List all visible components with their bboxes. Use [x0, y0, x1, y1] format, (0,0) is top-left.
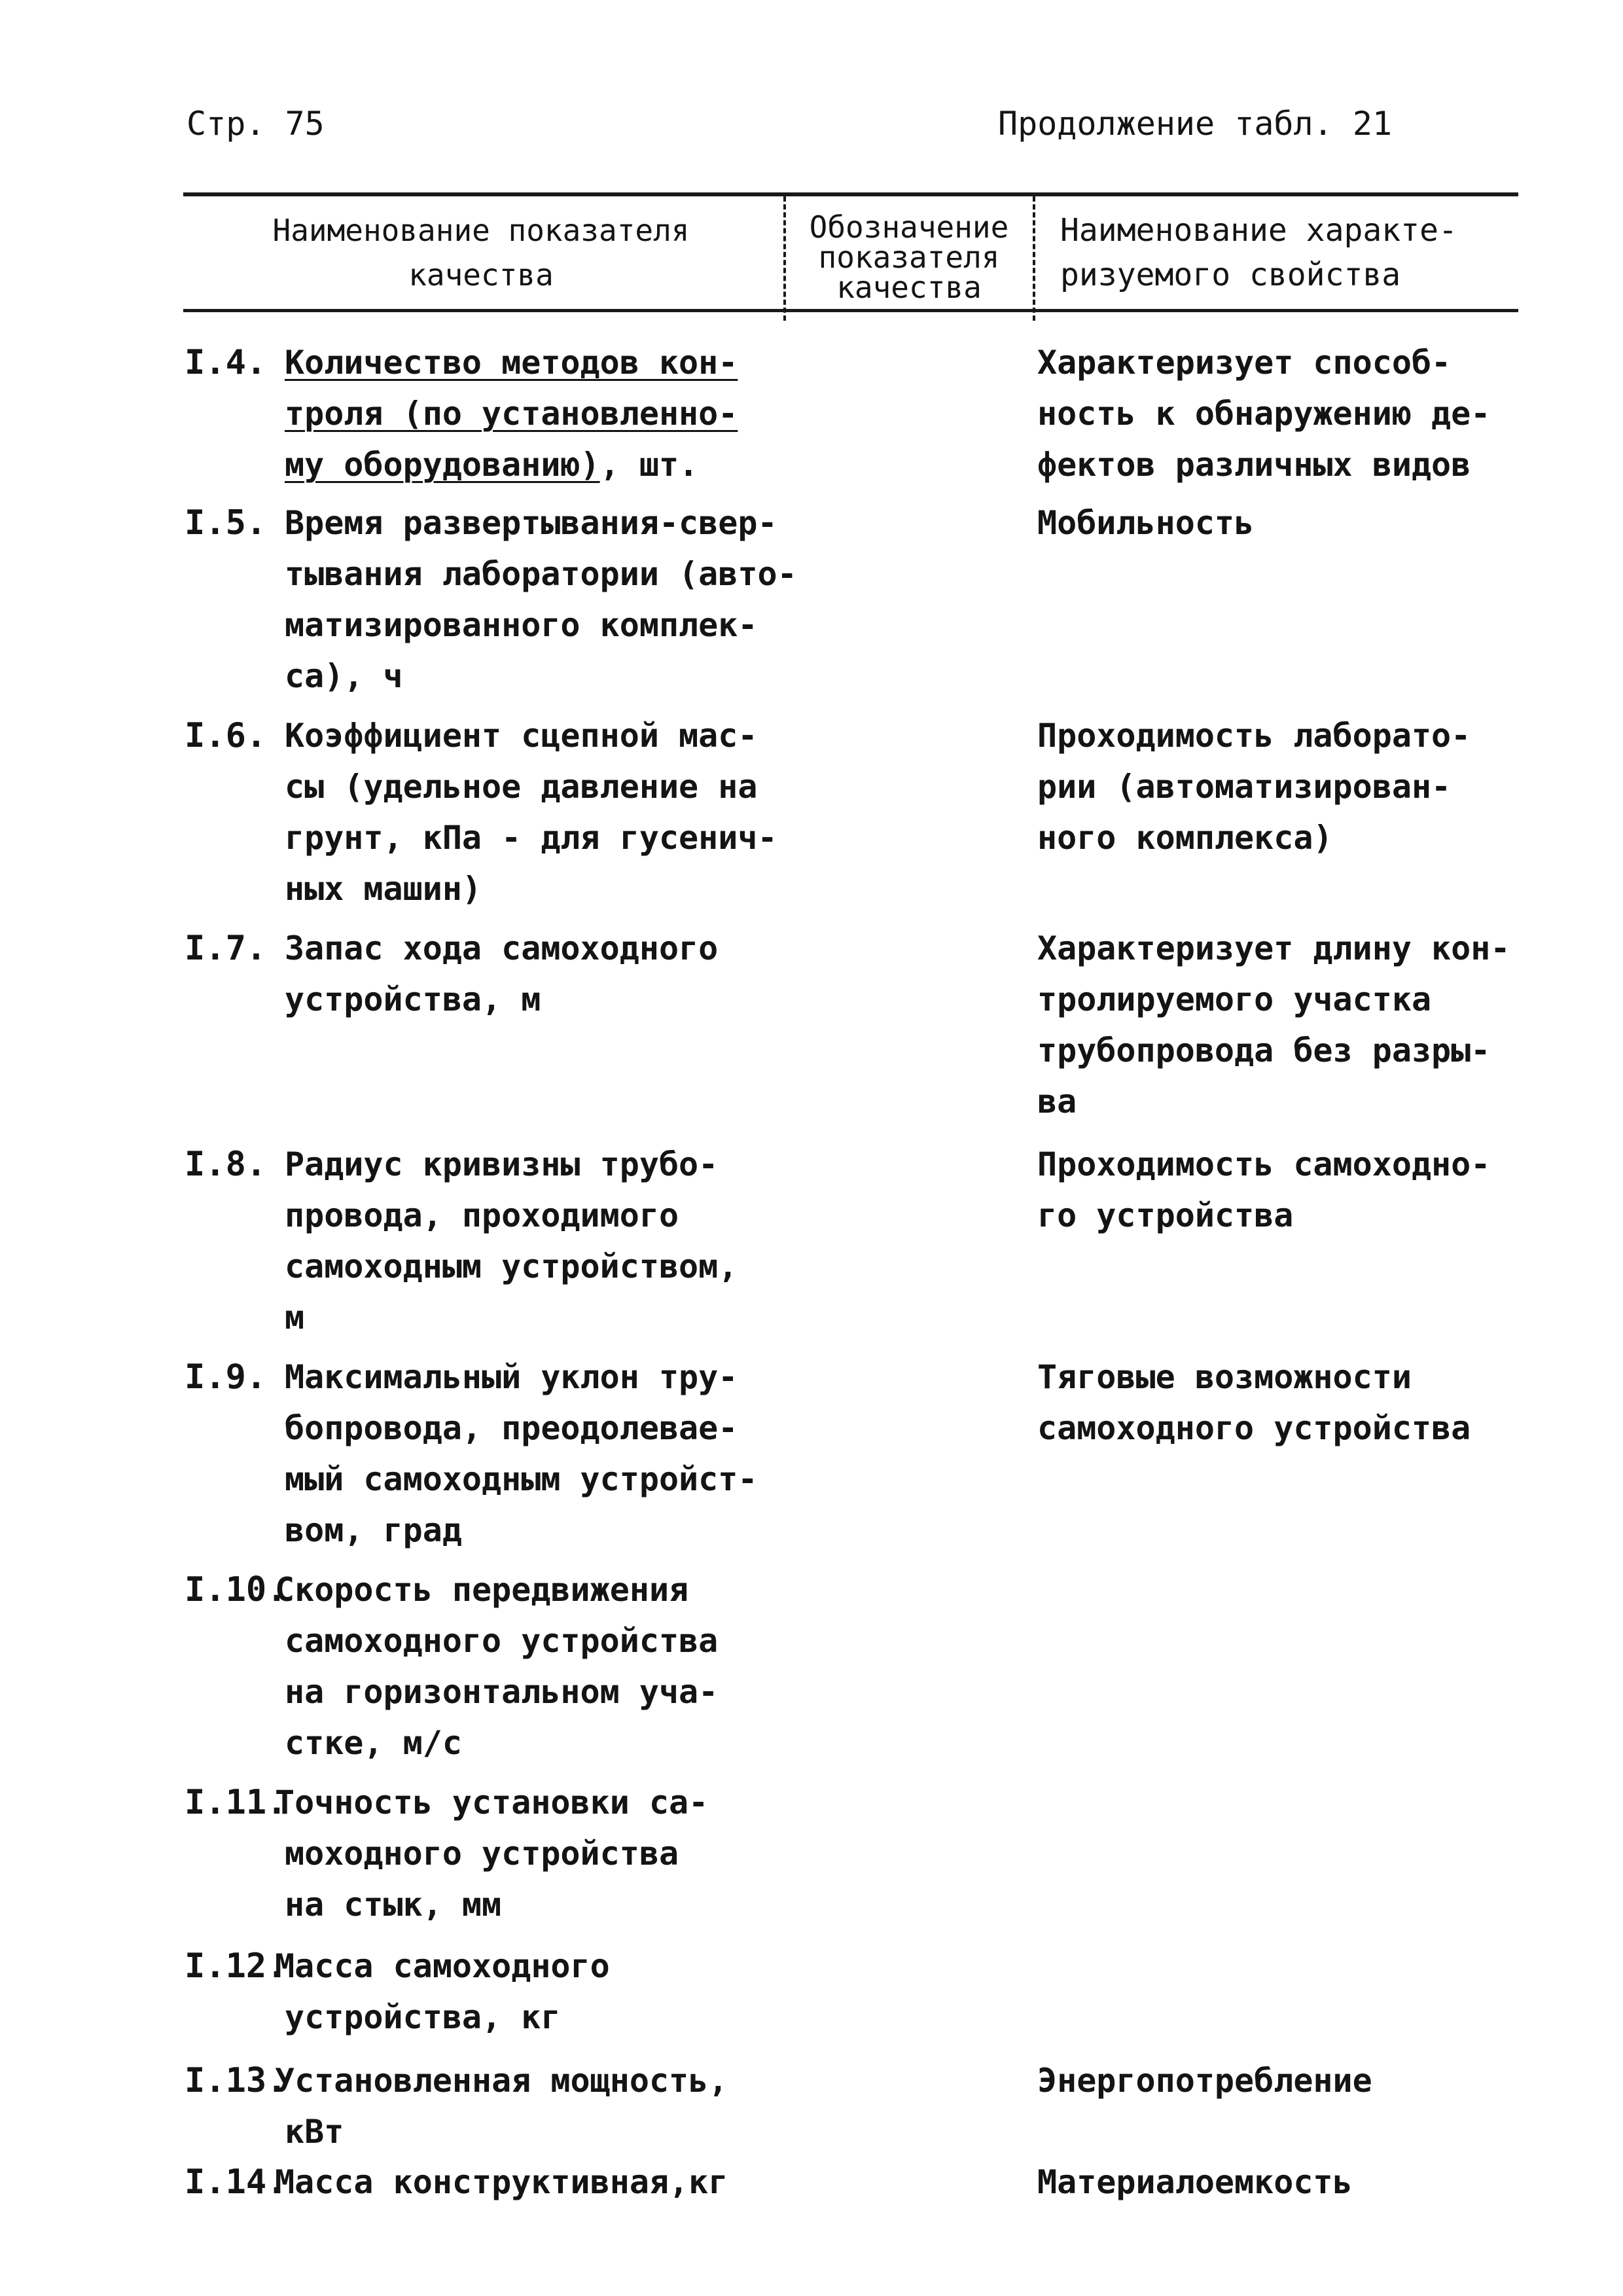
header-col-indicator-name: Наименование показателя качества	[272, 213, 690, 293]
indicator-name-line: са), ч	[285, 657, 403, 695]
indicator-name	[285, 923, 718, 1025]
property-line: Материалоемкость	[1037, 2163, 1353, 2201]
row-number: I.10.	[185, 1570, 287, 1609]
indicator-name-line: на стык, мм	[285, 1886, 502, 1924]
indicator-name-line: Точность установки са-	[275, 1784, 709, 1821]
property-description	[1037, 337, 1490, 490]
property-line: ва	[1037, 1083, 1077, 1121]
property-description	[1037, 1139, 1490, 1241]
row-number: I.9.	[185, 1357, 267, 1397]
indicator-name-line: устройства, м	[285, 980, 541, 1018]
indicator-name-line: Масса самоходного	[275, 1947, 610, 1985]
indicator-name-line: Время развертывания-свер-	[285, 504, 777, 542]
indicator-name-line: кВт	[285, 2113, 344, 2151]
indicator-name	[285, 337, 738, 490]
property-description	[1037, 497, 1254, 548]
indicator-name-line: Количество методов кон-	[285, 344, 738, 382]
property-line: ность к обнаружению де-	[1037, 395, 1491, 433]
table-continuation-label: Продолжение табл. 21	[998, 105, 1393, 143]
indicator-name	[275, 1564, 718, 1768]
property-line: рии (автоматизирован-	[1037, 768, 1452, 806]
row-number: I.5.	[185, 503, 267, 543]
indicator-name	[275, 2157, 728, 2208]
row-number: I.14.	[185, 2162, 287, 2202]
property-line: Проходимость самоходно-	[1037, 1145, 1491, 1183]
property-line: самоходного устройства	[1037, 1409, 1471, 1447]
property-line: фектов различных видов	[1037, 446, 1471, 484]
indicator-name	[275, 1941, 610, 2043]
property-line: Энергопотребление	[1037, 2062, 1372, 2100]
indicator-name-line: вом, град	[285, 1511, 462, 1549]
row-number: I.13.	[185, 2061, 287, 2100]
property-line: Проходимость лаборато-	[1037, 717, 1471, 755]
indicator-name-line: устройства, кг	[285, 1998, 561, 2036]
indicator-name	[285, 497, 797, 702]
table-top-rule	[183, 192, 1518, 196]
indicator-name-line: бопровода, преодолевае-	[285, 1409, 738, 1447]
property-description	[1037, 923, 1510, 1127]
indicator-name	[285, 1139, 738, 1343]
indicator-name-line: провода, проходимого	[285, 1196, 679, 1234]
indicator-name-line: Скорость передвижения	[275, 1571, 689, 1609]
indicator-name-line: самоходным устройством,	[285, 1247, 738, 1285]
indicator-name-line: стке, м/с	[285, 1724, 462, 1762]
indicator-name-line: грунт, кПа - для гусенич-	[285, 819, 777, 857]
indicator-name-line: м	[285, 1299, 305, 1336]
property-line: Характеризует способ-	[1037, 344, 1452, 382]
indicator-name-line: самоходного устройства	[285, 1622, 719, 1660]
property-line: трубопровода без разры-	[1037, 1031, 1491, 1069]
page-number: Стр. 75	[187, 105, 325, 143]
header-divider-1	[783, 196, 786, 321]
indicator-name-line: Коэффициент сцепной мас-	[285, 717, 758, 755]
header-col-designation: Обозначение показателя качества	[809, 209, 1009, 305]
indicator-name-line: му оборудованию), шт.	[285, 446, 699, 484]
row-number: I.7.	[185, 929, 267, 968]
indicator-name-line: сы (удельное давление на	[285, 768, 758, 806]
row-number: I.11.	[185, 1783, 287, 1822]
header-divider-2	[1033, 196, 1035, 321]
property-line: Тяговые возможности	[1037, 1358, 1412, 1396]
row-number: I.8.	[185, 1145, 267, 1184]
indicator-name-line: Максимальный уклон тру-	[285, 1358, 738, 1396]
indicator-name-line: Запас хода самоходного	[285, 929, 719, 967]
row-number: I.4.	[185, 343, 267, 382]
property-line: тролируемого участка	[1037, 980, 1432, 1018]
indicator-name	[285, 1352, 757, 1556]
indicator-name	[275, 1777, 708, 1930]
indicator-name-line: Установленная мощность,	[275, 2062, 728, 2100]
indicator-name-line: троля (по установленно-	[285, 395, 738, 433]
indicator-name	[285, 710, 777, 914]
indicator-name-line: матизированного комплек-	[285, 606, 758, 644]
property-description	[1037, 2055, 1372, 2106]
property-description	[1037, 1352, 1471, 1454]
indicator-name-line: мый самоходным устройст-	[285, 1460, 758, 1498]
property-line: ного комплекса)	[1037, 819, 1333, 857]
property-line: го устройства	[1037, 1196, 1294, 1234]
property-line: Характеризует длину кон-	[1037, 929, 1510, 967]
indicator-name-line: моходного устройства	[285, 1835, 679, 1873]
header-col-property: Наименование характе- ризуемого свойства	[1060, 212, 1457, 293]
property-description	[1037, 710, 1471, 863]
indicator-name-line: Масса конструктивная,кг	[275, 2163, 728, 2201]
row-number: I.12.	[185, 1946, 287, 1986]
row-number: I.6.	[185, 716, 267, 755]
indicator-name	[275, 2055, 728, 2157]
table-header-bottom-rule	[183, 309, 1518, 312]
indicator-name-line: Радиус кривизны трубо-	[285, 1145, 719, 1183]
indicator-name-line: на горизонтальном уча-	[285, 1673, 719, 1711]
property-line: Мобильность	[1037, 504, 1255, 542]
indicator-name-line: ных машин)	[285, 870, 482, 908]
indicator-name-line: тывания лаборатории (авто-	[285, 555, 797, 593]
property-description	[1037, 2157, 1353, 2208]
